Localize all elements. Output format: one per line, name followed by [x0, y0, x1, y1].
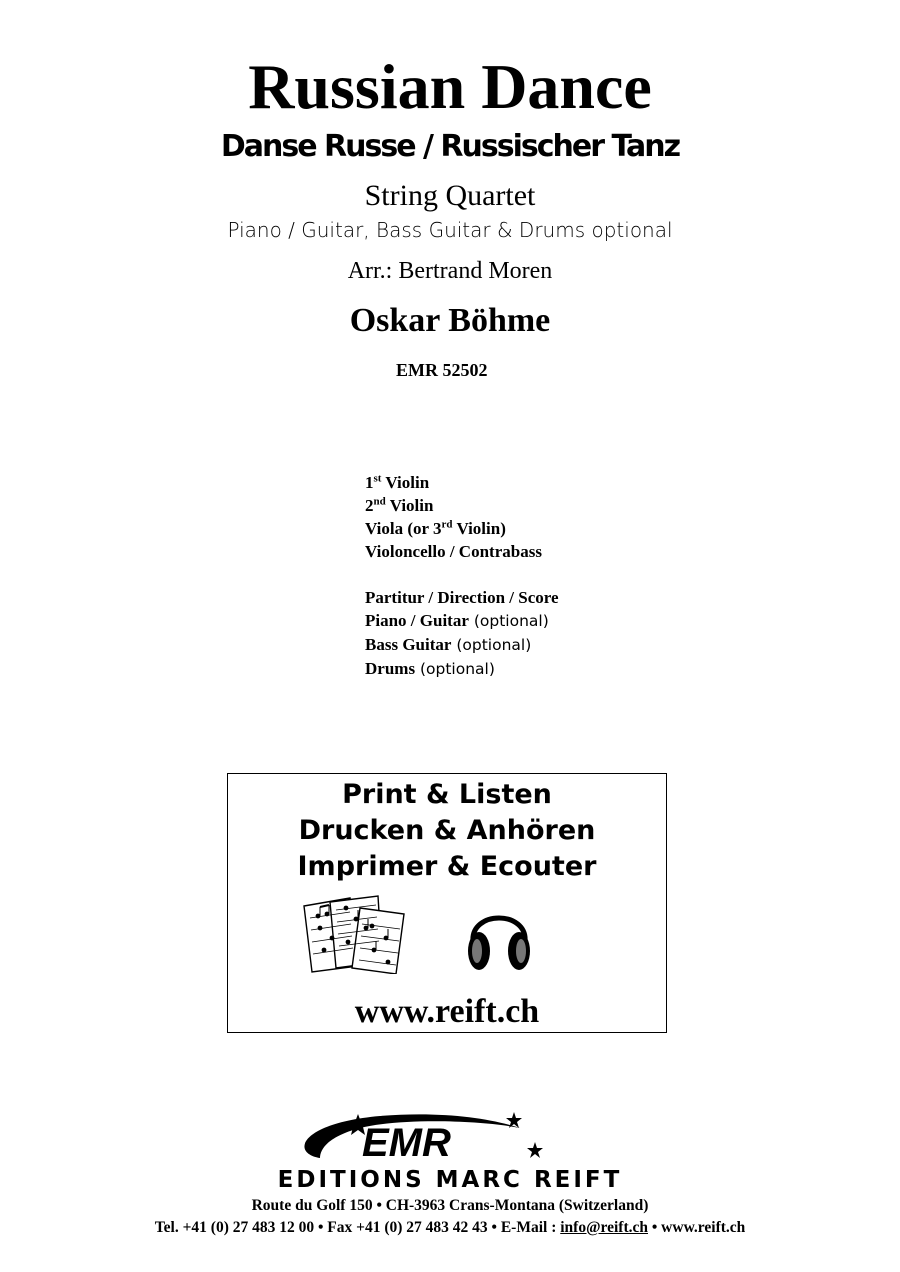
optional-instruments: Piano / Guitar, Bass Guitar & Drums optional [227, 218, 673, 242]
publisher-contact: Tel. +41 (0) 27 483 12 00 • Fax +41 (0) 27 483 42 43 • E-Mail : info@reift.ch • www.reift.ch [154, 1219, 746, 1236]
email-link[interactable]: info@reift.ch [560, 1219, 648, 1236]
ensemble: String Quartet [364, 179, 536, 212]
part-bass: Bass Guitar (optional) [365, 635, 532, 654]
promo-url[interactable]: www.reift.ch [354, 993, 540, 1030]
promo-line-fr: Imprimer & Ecouter [297, 851, 597, 882]
part-score: Partitur / Direction / Score [365, 588, 559, 607]
catalog-code: EMR 52502 [396, 360, 488, 380]
headphones-icon [464, 896, 534, 974]
part-violin-2: 2nd Violin [365, 495, 434, 515]
part-violin-1: 1st Violin [365, 472, 430, 492]
emr-logo [250, 1108, 550, 1168]
composer: Oskar Böhme [349, 302, 551, 339]
publisher-name: EDITIONS MARC REIFT [277, 1167, 623, 1193]
promo-line-de: Drucken & Anhören [298, 815, 596, 846]
promo-line-en: Print & Listen [342, 779, 552, 810]
part-viola: Viola (or 3rd Violin) [365, 518, 506, 538]
part-cello: Violoncello / Contrabass [365, 542, 542, 561]
arranger: Arr.: Bertrand Moren [347, 258, 553, 284]
subtitle: Danse Russe / Russischer Tanz [220, 129, 680, 164]
publisher-address: Route du Golf 150 • CH-3963 Crans-Montana (Switzerland) [251, 1197, 649, 1214]
parts-list-strings [365, 471, 542, 563]
print-listen-box [227, 773, 667, 1033]
part-drums: Drums (optional) [365, 659, 495, 678]
parts-list-extra [365, 586, 559, 681]
sheet-music-icon [300, 892, 412, 974]
logo-text: EMR [362, 1121, 451, 1165]
part-piano: Piano / Guitar (optional) [365, 611, 549, 630]
page-title: Russian Dance [248, 51, 652, 122]
